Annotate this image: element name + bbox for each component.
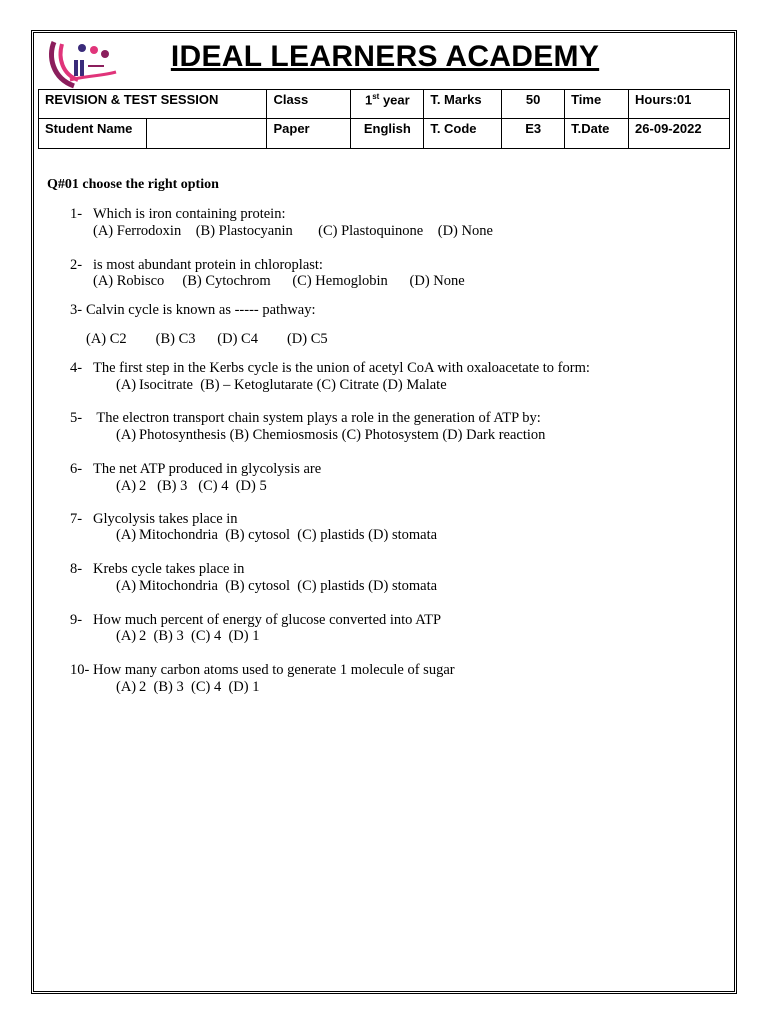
class-value: 1st year	[351, 90, 424, 119]
question-text: is most abundant protein in chloroplast:	[93, 257, 323, 273]
question-text: The first step in the Kerbs cycle is the union of acetyl CoA with oxaloacetate to form:	[93, 360, 590, 376]
question-text: Calvin cycle is known as ----- pathway:	[86, 302, 316, 318]
class-label: Class	[267, 90, 351, 119]
code-label: T. Code	[424, 119, 502, 149]
question-number: 8-	[70, 561, 83, 577]
paper-value: English	[351, 119, 424, 149]
time-value: Hours:01	[629, 90, 730, 119]
question-options: (A) Robisco (B) Cytochrom (C) Hemoglobin (D) None	[93, 273, 465, 289]
time-label: Time	[565, 90, 629, 119]
question-text: Which is iron containing protein:	[93, 206, 286, 222]
question-number: 2-	[70, 257, 83, 273]
question-number: 9-	[70, 612, 83, 628]
academy-logo	[44, 36, 122, 90]
student-name-label: Student Name	[39, 119, 147, 149]
code-value: E3	[502, 119, 565, 149]
question-options: (A) Isocitrate (B) – Ketoglutarate (C) Citrate (D) Malate	[116, 377, 447, 393]
question-options: (A) Mitochondria (B) cytosol (C) plastids (D) stomata	[116, 527, 438, 543]
paper-label: Paper	[267, 119, 351, 149]
date-label: T.Date	[565, 119, 629, 149]
question-number: 7-	[70, 511, 83, 527]
question-options: (A) 2 (B) 3 (C) 4 (D) 1	[116, 628, 260, 644]
marks-value: 50	[502, 90, 565, 119]
student-name-field[interactable]	[146, 119, 267, 149]
question-options: (A) Mitochondria (B) cytosol (C) plastids (D) stomata	[116, 578, 438, 594]
question-options: (A) 2 (B) 3 (C) 4 (D) 1	[116, 679, 260, 695]
question-options: (A) Photosynthesis (B) Chemiosmosis (C) Photosystem (D) Dark reaction	[116, 427, 546, 443]
session-cell: REVISION & TEST SESSION	[39, 90, 267, 119]
date-value: 26-09-2022	[629, 119, 730, 149]
question-options: (A) Ferrodoxin (B) Plastocyanin (C) Plastoquinone (D) None	[93, 223, 493, 239]
question-number: 4-	[70, 360, 83, 376]
question-text: How much percent of energy of glucose converted into ATP	[93, 612, 442, 628]
question-number: 5-	[70, 410, 83, 426]
marks-label: T. Marks	[424, 90, 502, 119]
question-text: Glycolysis takes place in	[93, 511, 238, 527]
question-text: How many carbon atoms used to generate 1 molecule of sugar	[93, 662, 455, 678]
question-text: The net ATP produced in glycolysis are	[93, 461, 322, 477]
section-heading: Q#01 choose the right option	[47, 177, 219, 192]
info-table	[38, 89, 730, 149]
page-title: IDEAL LEARNERS ACADEMY	[170, 40, 600, 73]
question-number: 3-	[70, 302, 83, 318]
question-number: 1-	[70, 206, 83, 222]
question-number: 6-	[70, 461, 83, 477]
question-text: Krebs cycle takes place in	[93, 561, 245, 577]
question-text: The electron transport chain system plays a role in the generation of ATP by:	[93, 410, 541, 426]
question-options: (A) 2 (B) 3 (C) 4 (D) 5	[116, 478, 267, 494]
question-number: 10-	[70, 662, 90, 678]
question-options: (A) C2 (B) C3 (D) C4 (D) C5	[86, 331, 328, 347]
